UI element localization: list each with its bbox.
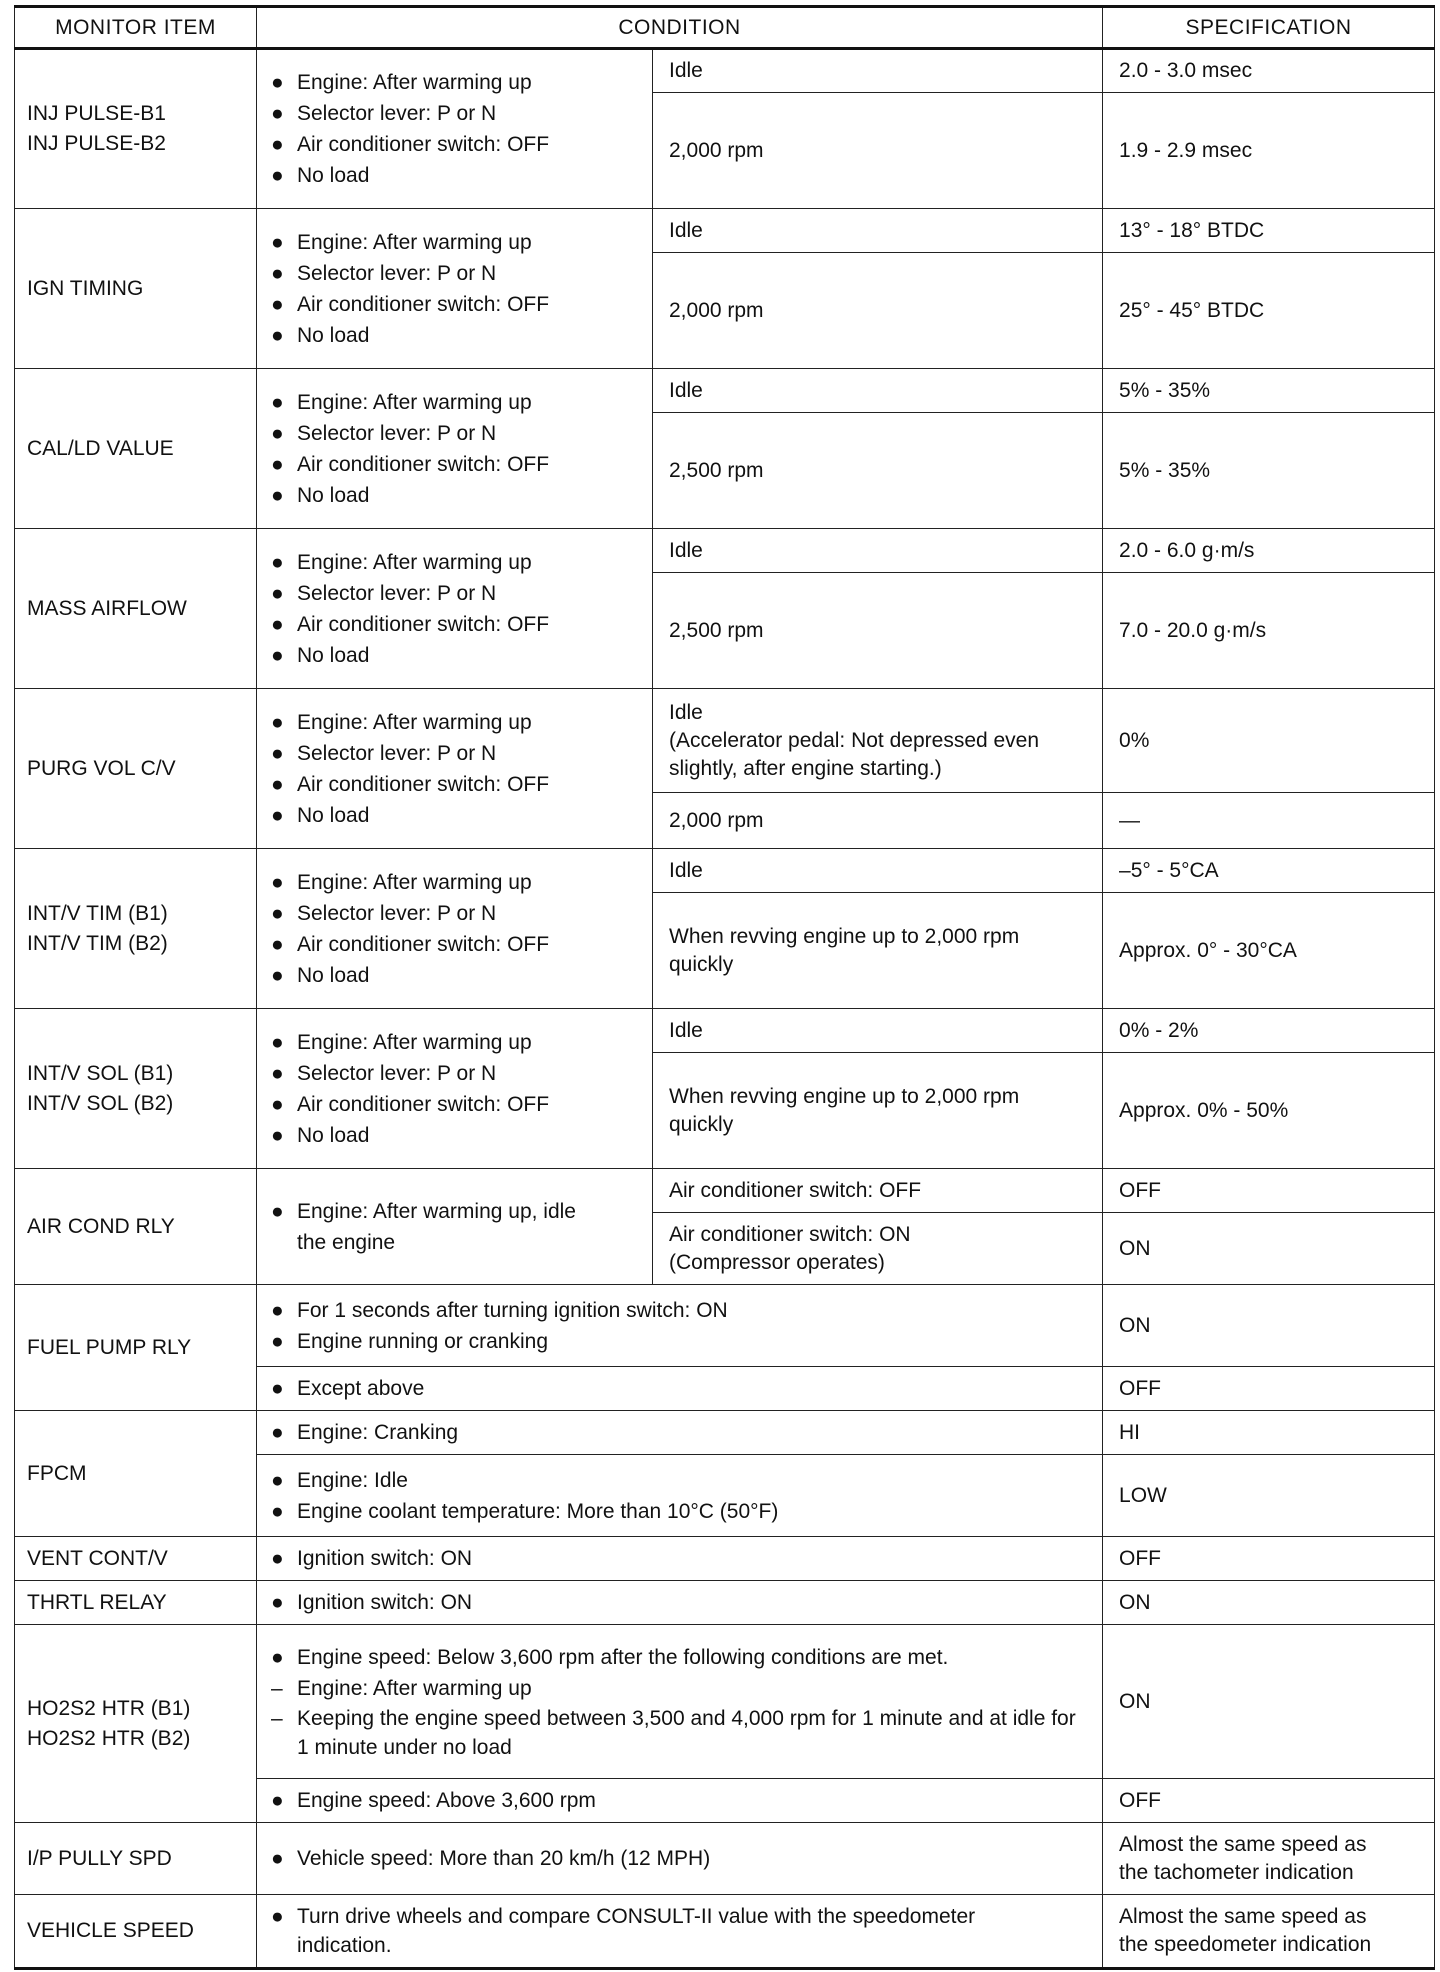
condition-list: ● Engine: After warming up ● Selector lever: P or N ● Air conditioner switch: OFF ● No load [257, 689, 653, 849]
spec-cell: 5% - 35% [1103, 369, 1435, 413]
condition-list: ● Engine: After warming up ● Selector lever: P or N ● Air conditioner switch: OFF ● No load [257, 369, 653, 529]
spec-cell: HI [1103, 1411, 1435, 1455]
table-row [15, 1285, 1435, 1367]
condition-list: ● Engine: After warming up ● Selector lever: P or N ● Air conditioner switch: OFF ● No load [257, 209, 653, 369]
monitor-item-cal-ld-value: CAL/LD VALUE [15, 369, 257, 529]
state-cell: Idle [653, 529, 1103, 573]
state-cell: Idle [653, 369, 1103, 413]
spec-cell: 0% - 2% [1103, 1009, 1435, 1053]
table-row [15, 1823, 1435, 1895]
table-row [15, 1411, 1435, 1455]
condition-list: ● Engine: After warming up ● Selector lever: P or N ● Air conditioner switch: OFF ● No load [257, 849, 653, 1009]
state-cell: Air conditioner switch: ON (Compressor operates) [653, 1213, 1103, 1285]
condition-list: ● Engine: After warming up ● Selector lever: P or N ● Air conditioner switch: OFF ● No load [257, 49, 653, 209]
spec-cell: 5% - 35% [1103, 413, 1435, 529]
table-row [15, 1895, 1435, 1969]
table-row [15, 849, 1435, 893]
monitor-item-ign-timing: IGN TIMING [15, 209, 257, 369]
monitor-item-thrtl-relay: THRTL RELAY [15, 1581, 257, 1625]
spec-cell: OFF [1103, 1779, 1435, 1823]
spec-cell: ON [1103, 1213, 1435, 1285]
spec-cell: Approx. 0° - 30°CA [1103, 893, 1435, 1009]
table-row [15, 1537, 1435, 1581]
condition-list: ● Except above [257, 1367, 1103, 1411]
condition-list: ● Engine: Cranking [257, 1411, 1103, 1455]
monitor-item-purg-vol: PURG VOL C/V [15, 689, 257, 849]
table-row [15, 209, 1435, 253]
monitor-item-vehicle-speed: VEHICLE SPEED [15, 1895, 257, 1969]
condition-list: ● Engine: After warming up ● Selector lever: P or N ● Air conditioner switch: OFF ● No load [257, 1009, 653, 1169]
monitor-item-fuel-pump-rly: FUEL PUMP RLY [15, 1285, 257, 1411]
monitor-item-ip-pully-spd: I/P PULLY SPD [15, 1823, 257, 1895]
state-cell: Idle [653, 1009, 1103, 1053]
condition-list: ● Turn drive wheels and compare CONSULT-II value with the speedometer indication. [257, 1895, 1103, 1969]
state-cell: Idle [653, 209, 1103, 253]
state-cell: Idle [653, 49, 1103, 93]
spec-cell: –5° - 5°CA [1103, 849, 1435, 893]
spec-cell: Approx. 0% - 50% [1103, 1053, 1435, 1169]
spec-cell: 1.9 - 2.9 msec [1103, 93, 1435, 209]
table-row [15, 529, 1435, 573]
spec-cell: ON [1103, 1581, 1435, 1625]
state-cell: When revving engine up to 2,000 rpm quickly [653, 1053, 1103, 1169]
condition-list: ● Ignition switch: ON [257, 1581, 1103, 1625]
table-row [15, 689, 1435, 793]
condition-list: ● Engine: After warming up ● Selector lever: P or N ● Air conditioner switch: OFF ● No load [257, 529, 653, 689]
spec-cell: LOW [1103, 1455, 1435, 1537]
spec-cell: OFF [1103, 1367, 1435, 1411]
spec-cell: 0% [1103, 689, 1435, 793]
header-condition: CONDITION [257, 7, 1103, 49]
state-cell: 2,000 rpm [653, 793, 1103, 849]
condition-list: ● Ignition switch: ON [257, 1537, 1103, 1581]
state-cell: 2,000 rpm [653, 253, 1103, 369]
header-monitor-item: MONITOR ITEM [15, 7, 257, 49]
spec-cell: 25° - 45° BTDC [1103, 253, 1435, 369]
table-row [15, 369, 1435, 413]
spec-cell: OFF [1103, 1537, 1435, 1581]
condition-list: ● For 1 seconds after turning ignition switch: ON ● Engine running or cranking [257, 1285, 1103, 1367]
header-row [15, 7, 1435, 49]
spec-cell: ON [1103, 1285, 1435, 1367]
state-cell: 2,000 rpm [653, 93, 1103, 209]
monitor-item-int-v-sol: INT/V SOL (B1) INT/V SOL (B2) [15, 1009, 257, 1169]
header-specification: SPECIFICATION [1103, 7, 1435, 49]
condition-list: ● Engine speed: Above 3,600 rpm [257, 1779, 1103, 1823]
spec-cell: OFF [1103, 1169, 1435, 1213]
table-row [15, 1169, 1435, 1213]
state-cell: 2,500 rpm [653, 573, 1103, 689]
condition-list: ● Engine speed: Below 3,600 rpm after the following conditions are met. – Engine: After warming up – Keeping the engine speed between 3,500 and 4,000 rpm for 1 minute and at idle for 1 minute under no load [257, 1625, 1103, 1779]
monitor-spec-table [14, 5, 1435, 1970]
table-row [15, 49, 1435, 93]
condition-list: ● Vehicle speed: More than 20 km/h (12 MPH) [257, 1823, 1103, 1895]
monitor-item-ho2s2-htr: HO2S2 HTR (B1) HO2S2 HTR (B2) [15, 1625, 257, 1823]
state-cell: Idle (Accelerator pedal: Not depressed even slightly, after engine starting.) [653, 689, 1103, 793]
state-cell: 2,500 rpm [653, 413, 1103, 529]
monitor-item-air-cond-rly: AIR COND RLY [15, 1169, 257, 1285]
table-row [15, 1009, 1435, 1053]
spec-cell: Almost the same speed as the speedometer indication [1103, 1895, 1435, 1969]
condition-list: ● Engine: Idle ● Engine coolant temperature: More than 10°C (50°F) [257, 1455, 1103, 1537]
monitor-item-mass-airflow: MASS AIRFLOW [15, 529, 257, 689]
monitor-item-inj-pulse: INJ PULSE-B1 INJ PULSE-B2 [15, 49, 257, 209]
table-row [15, 1625, 1435, 1779]
spec-cell: ON [1103, 1625, 1435, 1779]
spec-cell: — [1103, 793, 1435, 849]
state-cell: Air conditioner switch: OFF [653, 1169, 1103, 1213]
condition-list: ● Engine: After warming up, idle the engine [257, 1169, 653, 1285]
state-cell: When revving engine up to 2,000 rpm quickly [653, 893, 1103, 1009]
monitor-item-fpcm: FPCM [15, 1411, 257, 1537]
monitor-item-vent-cont: VENT CONT/V [15, 1537, 257, 1581]
monitor-item-int-v-tim: INT/V TIM (B1) INT/V TIM (B2) [15, 849, 257, 1009]
spec-cell: 13° - 18° BTDC [1103, 209, 1435, 253]
spec-cell: 2.0 - 3.0 msec [1103, 49, 1435, 93]
spec-cell: Almost the same speed as the tachometer indication [1103, 1823, 1435, 1895]
spec-table-container [14, 5, 1434, 1970]
state-cell: Idle [653, 849, 1103, 893]
spec-cell: 2.0 - 6.0 g·m/s [1103, 529, 1435, 573]
table-row [15, 1581, 1435, 1625]
spec-cell: 7.0 - 20.0 g·m/s [1103, 573, 1435, 689]
